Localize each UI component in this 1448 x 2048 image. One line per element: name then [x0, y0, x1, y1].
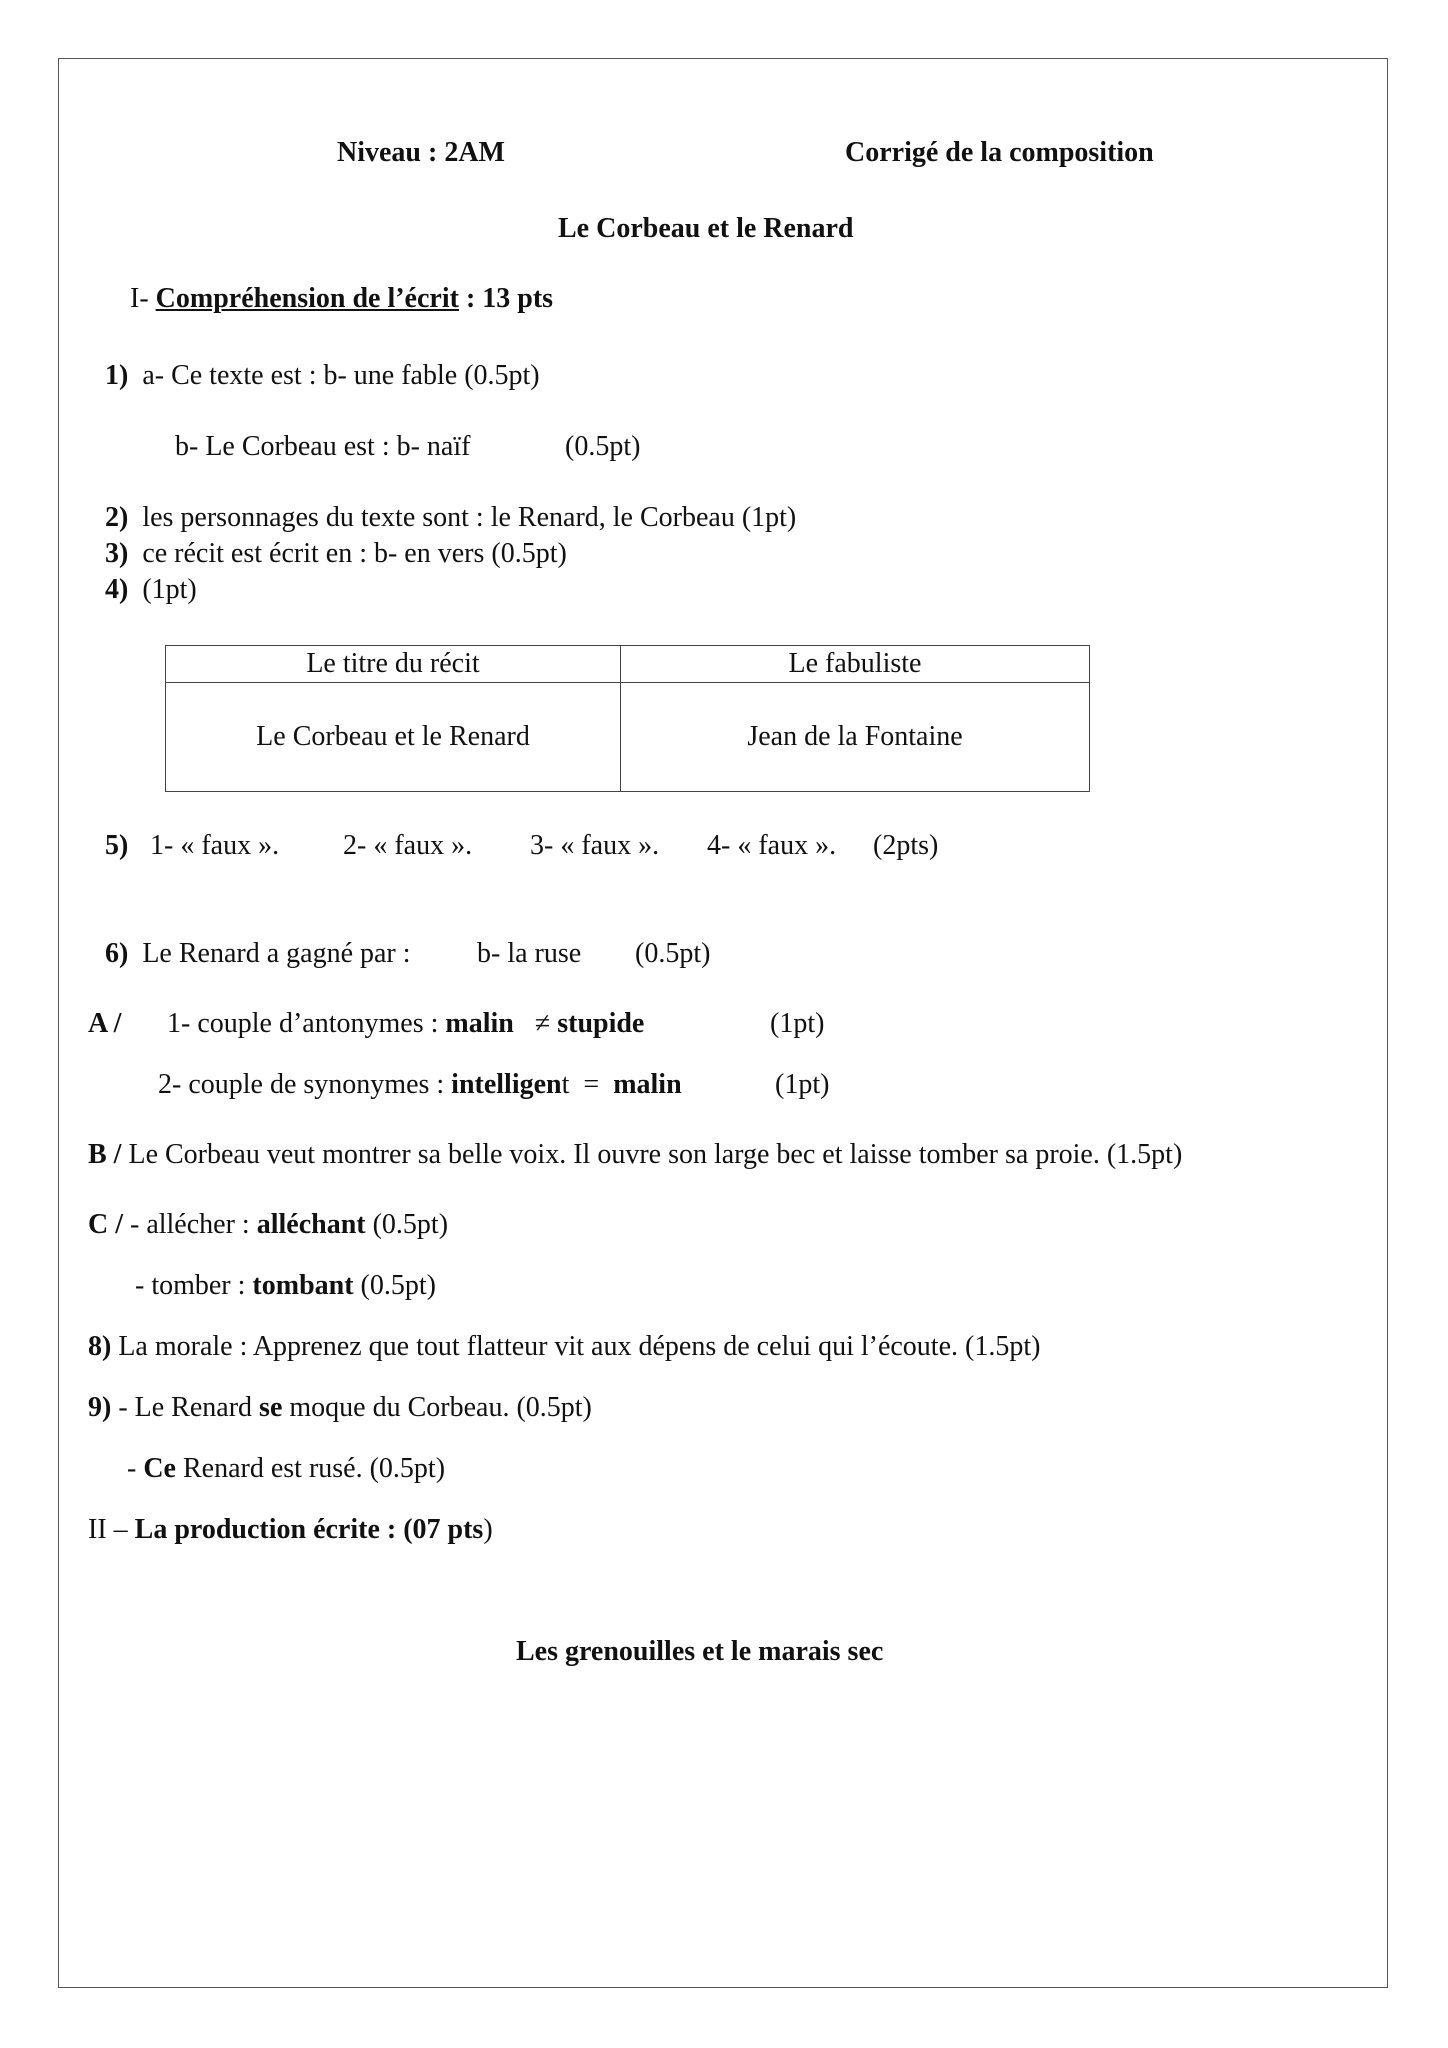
part-a-antonyms-points: (1pt)	[770, 1008, 825, 1039]
question-1b: b- Le Corbeau est : b- naïf	[175, 431, 471, 462]
production-title: Les grenouilles et le marais sec	[516, 1636, 884, 1667]
table-header-author: Le fabuliste	[621, 646, 1090, 683]
table-header-title: Le titre du récit	[166, 646, 621, 683]
part-a-synonyms: 2- couple de synonymes : intelligent = malin	[158, 1069, 682, 1100]
part-c-line-2: - tomber : tombant (0.5pt)	[135, 1270, 436, 1301]
text-title: Le Corbeau et le Renard	[558, 213, 854, 244]
q5-item-4: 4- « faux ».	[707, 830, 837, 861]
part-a-antonyms: 1- couple d’antonymes : malin ≠ stupide	[167, 1008, 645, 1039]
table-cell-title: Le Corbeau et le Renard	[166, 683, 621, 792]
q5-points: (2pts)	[873, 830, 939, 861]
question-6-points: (0.5pt)	[635, 938, 711, 969]
question-1b-points: (0.5pt)	[565, 431, 641, 462]
question-4: 4) (1pt)	[105, 574, 197, 605]
level-label: Niveau : 2AM	[337, 137, 505, 168]
correction-title: Corrigé de la composition	[845, 137, 1154, 168]
question-1: 1) a- Ce texte est : b- une fable (0.5pt)	[105, 360, 540, 391]
section-2-title: La production écrite : (07 pts	[134, 1514, 484, 1545]
question-6: 6) Le Renard a gagné par :	[105, 938, 411, 969]
part-a-synonyms-points: (1pt)	[775, 1069, 830, 1100]
question-5: 5)	[105, 830, 129, 861]
part-b: B / Le Corbeau veut montrer sa belle voix. Il ouvre son large bec et laisse tomber sa proie. (1.5pt)	[88, 1139, 1183, 1170]
table-cell-author: Jean de la Fontaine	[621, 683, 1090, 792]
q5-item-3: 3- « faux ».	[530, 830, 660, 861]
question-8: 8) La morale : Apprenez que tout flatteur vit aux dépens de celui qui l’écoute. (1.5pt)	[88, 1331, 1041, 1362]
question-9-line-2: - Ce Renard est rusé. (0.5pt)	[127, 1453, 446, 1484]
section-1-heading: I- Compréhension de l’écrit : 13 pts	[130, 283, 554, 314]
section-2-heading: II – La production écrite : (07 pts)	[88, 1514, 493, 1545]
question-6-answer: b- la ruse	[477, 938, 582, 969]
section-1-title: Compréhension de l’écrit	[155, 283, 459, 314]
part-a-label: A /	[88, 1008, 122, 1039]
part-c-line-1: C / - allécher : alléchant (0.5pt)	[88, 1209, 449, 1240]
question-2: 2) les personnages du texte sont : le Renard, le Corbeau (1pt)	[105, 502, 797, 533]
question-9-line-1: 9) - Le Renard se moque du Corbeau. (0.5pt)	[88, 1392, 592, 1423]
q5-item-1: 1- « faux ».	[150, 830, 280, 861]
q5-item-2: 2- « faux ».	[343, 830, 473, 861]
answer-table	[165, 645, 1090, 792]
question-3: 3) ce récit est écrit en : b- en vers (0.5pt)	[105, 538, 567, 569]
